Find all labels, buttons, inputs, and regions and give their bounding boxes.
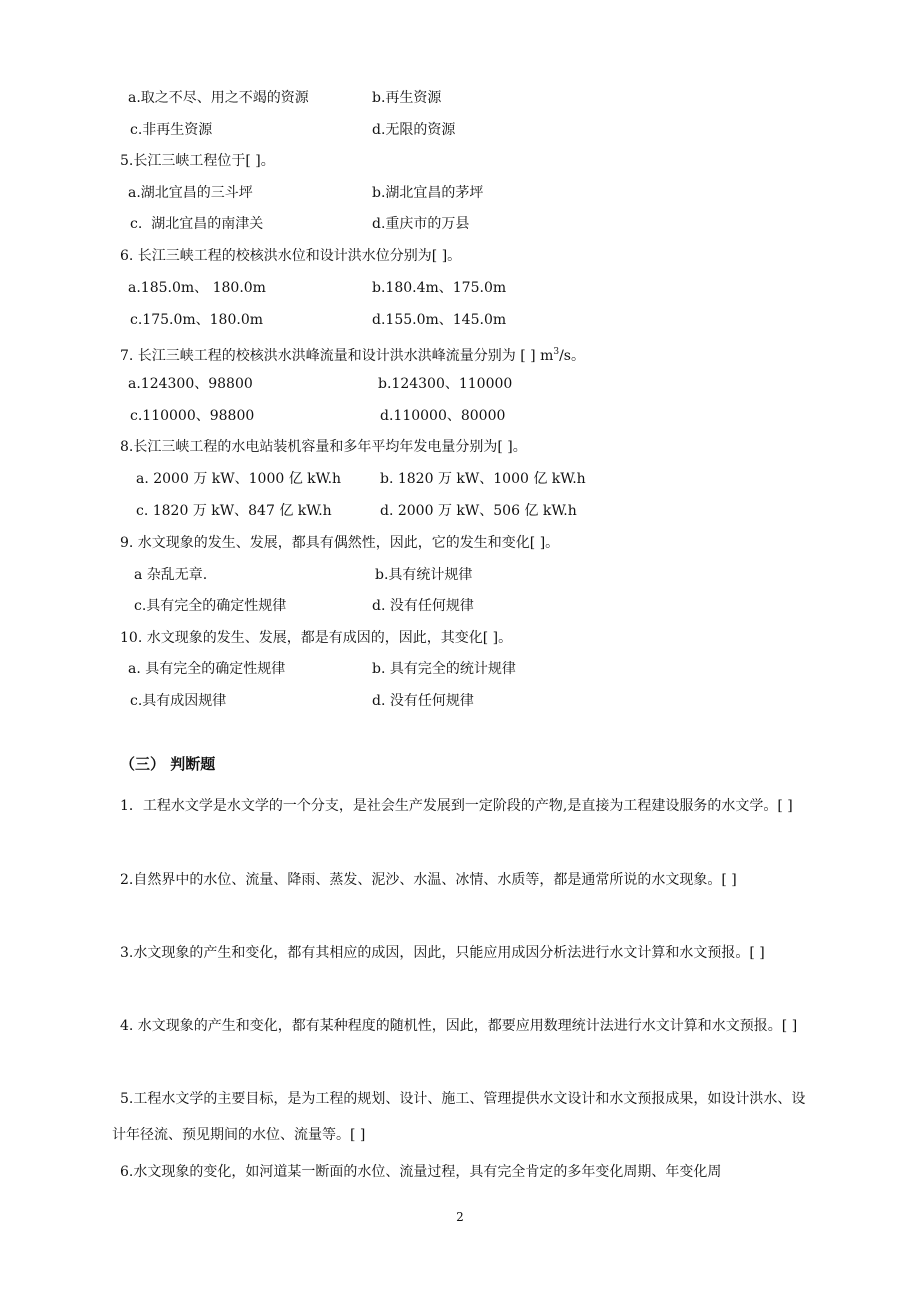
option-10b: b. 具有完全的统计规律 (372, 661, 516, 677)
option-8d: d. 2000 万 kW、506 亿 kW.h (380, 503, 577, 519)
option-9b: b.具有统计规律 (375, 567, 473, 583)
option-5a: a.湖北宜昌的三斗坪 (128, 185, 253, 201)
option-4c: c.非再生资源 (130, 122, 213, 138)
option-10a: a. 具有完全的确定性规律 (128, 661, 286, 677)
option-9c: c.具有完全的确定性规律 (134, 598, 287, 614)
judgment-item-3: 3.水文现象的产生和变化，都有其相应的成因，因此，只能应用成因分析法进行水文计算和水文预报。[ ] (120, 945, 765, 961)
option-9d: d. 没有任何规律 (372, 598, 474, 614)
question-10: 10. 水文现象的发生、发展，都是有成因的，因此，其变化[ ]。 (120, 630, 513, 646)
option-5c: c. 湖北宜昌的南津关 (130, 216, 264, 232)
option-7a: a.124300、98800 (128, 376, 253, 392)
option-6c: c.175.0m、180.0m (130, 312, 263, 328)
question-9: 9. 水文现象的发生、发展，都具有偶然性，因此，它的发生和变化[ ]。 (120, 535, 560, 551)
option-5d: d.重庆市的万县 (372, 216, 470, 232)
option-7b: b.124300、110000 (378, 376, 513, 392)
option-8b: b. 1820 万 kW、1000 亿 kW.h (380, 471, 586, 487)
question-6: 6. 长江三峡工程的校核洪水位和设计洪水位分别为[ ]。 (120, 248, 462, 264)
option-6d: d.155.0m、145.0m (372, 312, 507, 328)
option-9a: a 杂乱无章. (134, 567, 208, 583)
option-4d: d.无限的资源 (372, 122, 456, 138)
option-6b: b.180.4m、175.0m (372, 280, 507, 296)
option-4b: b.再生资源 (372, 90, 442, 106)
question-8: 8.长江三峡工程的水电站装机容量和多年平均年发电量分别为[ ]。 (120, 439, 527, 455)
question-5: 5.长江三峡工程位于[ ]。 (120, 153, 275, 169)
option-10c: c.具有成因规律 (130, 693, 227, 709)
judgment-item-5: 5.工程水文学的主要目标，是为工程的规划、设计、施工、管理提供水文设计和水文预报成果，如设计洪水、设计年径流、预见期间的水位、流量等。[ ] (112, 1091, 806, 1143)
judgment-item-4: 4. 水文现象的产生和变化，都有某种程度的随机性，因此，都要应用数理统计法进行水文计算和水文预报。[ ] (120, 1018, 798, 1034)
option-4a: a.取之不尽、用之不竭的资源 (128, 90, 309, 106)
section-heading-judgment: （三） 判断题 (120, 755, 216, 773)
option-6a: a.185.0m、 180.0m (128, 280, 266, 296)
option-7d: d.110000、80000 (380, 408, 506, 424)
question-7: 7. 长江三峡工程的校核洪水洪峰流量和设计洪水洪峰流量分别为 [ ] $m^3/s$。 (120, 347, 585, 364)
option-5b: b.湖北宜昌的茅坪 (372, 185, 484, 201)
judgment-item-2: 2.自然界中的水位、流量、降雨、蒸发、泥沙、水温、冰情、水质等，都是通常所说的水文现象。[ ] (120, 872, 737, 888)
option-10d: d. 没有任何规律 (372, 693, 474, 709)
judgment-item-6: 6.水文现象的变化，如河道某一断面的水位、流量过程，具有完全肯定的多年变化周期、年变化周 (120, 1164, 722, 1180)
judgment-item-1: 1．工程水文学是水文学的一个分支，是社会生产发展到一定阶段的产物,是直接为工程建设服务的水文学。[ ] (120, 798, 793, 814)
option-7c: c.110000、98800 (130, 408, 255, 424)
page-number: 2 (456, 1210, 464, 1224)
option-8a: a. 2000 万 kW、1000 亿 kW.h (136, 471, 342, 487)
option-8c: c. 1820 万 kW、847 亿 kW.h (136, 503, 332, 519)
